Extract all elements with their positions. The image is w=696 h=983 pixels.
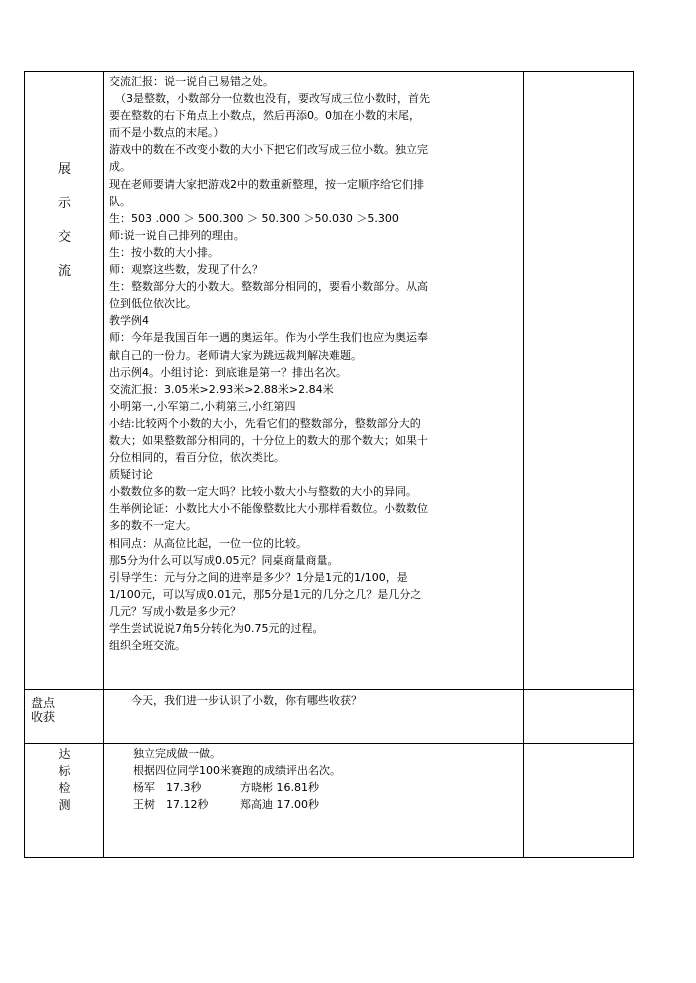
content-line: 队。 bbox=[109, 194, 131, 208]
content-line: 质疑讨论 bbox=[109, 468, 153, 482]
content-line: 师：今年是我国百年一遇的奥运年。作为小学生我们也应为奥运奉 bbox=[109, 331, 428, 345]
content-line: 生：503 .000 ＞ 500.300 ＞ 50.300 ＞50.030 ＞5.300 bbox=[109, 211, 399, 225]
content-line: 小结:比较两个小数的大小，先看它们的整数部分，整数部分大的 bbox=[109, 416, 421, 430]
content-line: 游戏中的数在不改变小数的大小下把它们改写成三位小数。独立完 bbox=[109, 143, 428, 157]
section-label-line: 盘点 bbox=[31, 696, 56, 710]
content-line: 交流汇报：说一说自己易错之处。 bbox=[109, 75, 274, 88]
section-content-cell bbox=[104, 72, 524, 690]
notes-cell bbox=[524, 72, 634, 690]
result-entry: 方晓彬 16.81秒 bbox=[240, 781, 319, 794]
section-label-line: 收获 bbox=[31, 710, 56, 724]
result-entry: 杨军 17.3秒 bbox=[133, 781, 202, 794]
content-line: （3是整数，小数部分一位数也没有，要改写成三位小数时，首先 bbox=[115, 92, 430, 106]
content-line: 几元？写成小数是多少元？ bbox=[109, 604, 241, 618]
section-label-cell bbox=[25, 690, 104, 744]
content-line: 师:说一说自己排列的理由。 bbox=[109, 228, 245, 242]
content-line: 多的数不一定大。 bbox=[109, 519, 197, 533]
content-line: 生：整数部分大的小数大。整数部分相同的，要看小数部分。从高 bbox=[109, 280, 428, 294]
result-entry: 郑高迪 17.00秒 bbox=[240, 798, 319, 811]
section-label-char: 达 bbox=[58, 747, 71, 761]
content-line: 1/100元，可以写成0.01元，那5分是1元的几分之几？是几分之 bbox=[109, 587, 422, 601]
content-line: 组织全班交流。 bbox=[109, 639, 186, 653]
lesson-plan-table bbox=[24, 71, 634, 858]
content-line: 分位相同的，看百分位，依次类比。 bbox=[109, 451, 285, 465]
content-line: 小明第一,小军第二,小莉第三,小红第四 bbox=[109, 399, 296, 413]
content-line: 位到低位依次比。 bbox=[109, 297, 197, 311]
content-line: 献自己的一份力。老师请大家为跳远裁判解决难题。 bbox=[109, 348, 362, 362]
section-content-cell bbox=[104, 690, 524, 744]
content-line: 教学例4 bbox=[109, 314, 149, 328]
content-line: 引导学生：元与分之间的进率是多少？1分是1元的1/100，是 bbox=[109, 570, 408, 584]
section-label-cell bbox=[25, 744, 104, 858]
section-label-char: 检 bbox=[58, 781, 71, 795]
content-lines bbox=[104, 72, 523, 656]
section-label-char: 测 bbox=[58, 798, 71, 812]
section-label-char: 交 bbox=[57, 230, 71, 245]
section-label-char: 示 bbox=[57, 196, 71, 211]
content-line: 小数数位多的数一定大吗？比较小数大小与整数的大小的异同。 bbox=[109, 485, 417, 499]
content-line: 现在老师要请大家把游戏2中的数重新整理，按一定顺序给它们排 bbox=[109, 177, 424, 191]
content-line: 相同点：从高位比起，一位一位的比较。 bbox=[109, 536, 307, 550]
content-line: 生举例论证：小数比大小不能像整数比大小那样看数位。小数数位 bbox=[109, 502, 428, 516]
content-line: 而不是小数点的末尾。） bbox=[109, 126, 225, 140]
content-line: 交流汇报：3.05米>2.93米>2.88米>2.84米 bbox=[109, 382, 334, 396]
content-line: 成。 bbox=[109, 160, 131, 174]
section-summary bbox=[25, 690, 634, 744]
notes-cell bbox=[524, 744, 634, 858]
section-present-exchange bbox=[25, 72, 634, 690]
section-test bbox=[25, 744, 634, 858]
notes-cell bbox=[524, 690, 634, 744]
result-row bbox=[133, 779, 523, 796]
section-content-cell bbox=[104, 744, 524, 858]
section-label-char: 展 bbox=[57, 162, 71, 177]
section-label-cell bbox=[25, 72, 104, 690]
content-line: 生：按小数的大小排。 bbox=[109, 245, 219, 259]
section-label-char: 标 bbox=[58, 764, 71, 778]
result-entry: 王树 17.12秒 bbox=[133, 798, 209, 811]
content-line: 数大；如果整数部分相同的，十分位上的数大的那个数大；如果十 bbox=[109, 433, 428, 447]
content-line: 那5分为什么可以写成0.05元？同桌商量商量。 bbox=[109, 553, 339, 567]
content-line: 出示例4。小组讨论：到底谁是第一？排出名次。 bbox=[109, 365, 347, 379]
test-instruction: 独立完成做一做。 bbox=[133, 747, 221, 760]
content-line: 师：观察这些数，发现了什么？ bbox=[109, 263, 263, 277]
content-line: 学生尝试说说7角5分转化为0.75元的过程。 bbox=[109, 622, 324, 635]
section-label-char: 流 bbox=[57, 264, 71, 279]
summary-text: 今天，我们进一步认识了小数，你有哪些收获？ bbox=[131, 694, 362, 707]
content-line: 要在整数的右下角点上小数点，然后再添0。0加在小数的末尾， bbox=[109, 109, 420, 123]
result-row bbox=[133, 796, 523, 813]
test-question: 根据四位同学100米赛跑的成绩评出名次。 bbox=[133, 764, 341, 777]
